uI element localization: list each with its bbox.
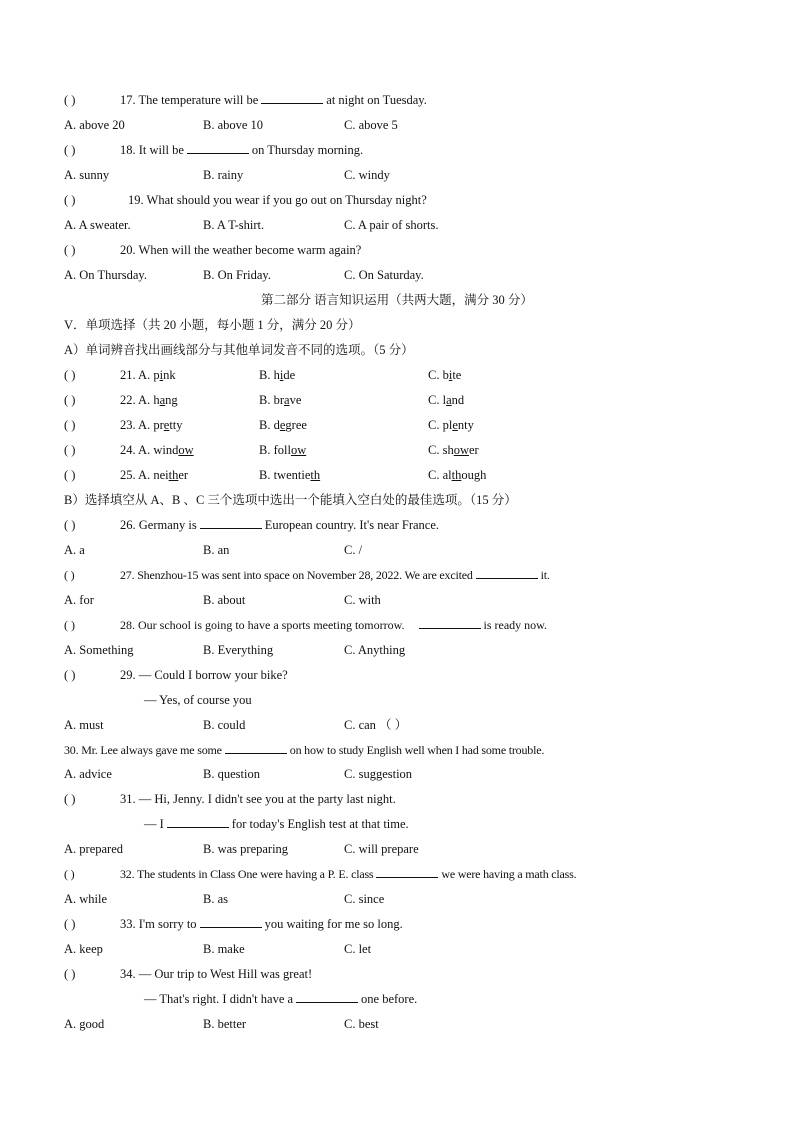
option-c: C. will prepare xyxy=(344,842,419,856)
underlined-letters: th xyxy=(310,468,321,482)
option-b: B. could xyxy=(203,718,246,732)
answer-paren: ( ) xyxy=(64,93,76,107)
question-27 xyxy=(64,566,550,584)
question-22 xyxy=(64,391,764,409)
question-28 xyxy=(64,616,547,634)
underlined-letters: e xyxy=(279,418,286,432)
option-b: B. an xyxy=(203,543,230,557)
question-stem: 33. I'm sorry to xyxy=(120,917,197,931)
answer-blank xyxy=(187,141,249,154)
option-c: C. A pair of shorts. xyxy=(344,218,439,232)
option-c: C. can （ ） xyxy=(344,718,408,732)
answer-blank xyxy=(296,990,358,1003)
options-32 xyxy=(64,890,764,908)
option-b: B. was preparing xyxy=(203,842,289,856)
question-number: 23. A. xyxy=(120,418,151,432)
section-title: V．单项选择（共 20 小题，每小题 1 分，满分 20 分） xyxy=(64,318,361,332)
option-b: B. A T-shirt. xyxy=(203,218,265,232)
question-stem: 26. Germany is xyxy=(120,518,197,532)
underlined-letters: e xyxy=(452,418,458,432)
question-number: 25. A. xyxy=(120,468,151,482)
question-19 xyxy=(64,191,427,209)
answer-blank xyxy=(376,865,438,878)
question-stem: 29. — Could I borrow your bike? xyxy=(120,668,288,682)
answer-paren: ( ) xyxy=(64,618,75,632)
answer-paren: ( ) xyxy=(64,867,75,881)
option-a: A. keep xyxy=(64,942,103,956)
options-34 xyxy=(64,1015,764,1033)
option-a: A. prepared xyxy=(64,842,123,856)
option-c-word: C. bite xyxy=(428,368,462,382)
answer-blank xyxy=(261,91,323,104)
question-stem: 31. — Hi, Jenny. I didn't see you at the party last night. xyxy=(120,792,396,806)
question-stem-end: on how to study English well when I had some trouble. xyxy=(289,743,545,757)
option-b: B. question xyxy=(203,767,260,781)
question-31-reply: — I for today's English test at that time. xyxy=(144,817,409,831)
question-stem-end: European country. It's near France. xyxy=(264,518,440,532)
question-stem-end: at night on Tuesday. xyxy=(326,93,427,107)
answer-paren: ( ) xyxy=(64,443,76,457)
option-a: A. must xyxy=(64,718,104,732)
options-31 xyxy=(64,840,764,858)
option-c: C. above 5 xyxy=(344,118,398,132)
answer-paren: ( ) xyxy=(64,418,76,432)
question-34 xyxy=(64,965,312,983)
answer-paren: ( ) xyxy=(64,468,76,482)
question-29-reply: — Yes, of course you xyxy=(144,693,252,707)
answer-paren: ( ) xyxy=(64,792,76,806)
question-stem: 27. Shenzhou-15 was sent into space on November 28, 2022. We are excited xyxy=(120,568,473,582)
option-b: B. make xyxy=(203,942,245,956)
answer-paren: ( ) xyxy=(64,368,76,382)
option-a-word: window xyxy=(153,443,194,457)
option-a: A. A sweater. xyxy=(64,218,131,232)
question-stem-end: you waiting for me so long. xyxy=(264,917,403,931)
question-23 xyxy=(64,416,764,434)
option-b-word: B. follow xyxy=(259,443,307,457)
question-stem: 32. The students in Class One were having a P. E. class xyxy=(120,867,374,881)
question-20 xyxy=(64,241,361,259)
option-b: B. above 10 xyxy=(203,118,264,132)
question-stem: 30. Mr. Lee always gave me some xyxy=(64,743,222,757)
answer-paren: ( ) xyxy=(64,668,76,682)
question-31 xyxy=(64,790,396,808)
option-c: C. with xyxy=(344,593,381,607)
options-26 xyxy=(64,541,764,559)
part-title: 第二部分 语言知识运用（共两大题，满分 30 分） xyxy=(261,293,533,307)
question-stem: 28. Our school is going to have a sports meeting tomorrow. xyxy=(120,618,405,632)
answer-paren: ( ) xyxy=(64,243,76,257)
question-34-reply: — That's right. I didn't have a one before. xyxy=(144,992,418,1006)
option-c-word: C. land xyxy=(428,393,465,407)
options-19 xyxy=(64,216,764,234)
option-a: A. a xyxy=(64,543,85,557)
option-a-word: neither xyxy=(153,468,189,482)
option-c-word: C. although xyxy=(428,468,487,482)
question-stem: 17. The temperature will be xyxy=(120,93,259,107)
answer-blank xyxy=(167,815,229,828)
option-b: B. about xyxy=(203,593,246,607)
option-a: A. On Thursday. xyxy=(64,268,147,282)
options-30 xyxy=(64,765,764,783)
question-26 xyxy=(64,516,439,534)
options-20 xyxy=(64,266,764,284)
question-stem-end: we were having a math class. xyxy=(441,867,577,881)
underlined-letters: e xyxy=(163,418,170,432)
underlined-letters: i xyxy=(448,368,453,382)
answer-paren: ( ) xyxy=(64,568,75,582)
question-30 xyxy=(64,741,544,759)
option-a: A. advice xyxy=(64,767,112,781)
question-29 xyxy=(64,666,288,684)
option-a: A. for xyxy=(64,593,94,607)
answer-blank xyxy=(419,616,481,629)
answer-paren: ( ) xyxy=(64,393,76,407)
subsection-title: B）选择填空从 A、B 、C 三个选项中选出一个能填入空白处的最佳选项。（15 分） xyxy=(64,493,517,507)
question-number: 21. A. xyxy=(120,368,151,382)
underlined-letters: th xyxy=(451,468,462,482)
option-c: C. / xyxy=(344,543,363,557)
underlined-letters: i xyxy=(279,368,284,382)
question-25 xyxy=(64,466,764,484)
underlined-letters: i xyxy=(159,368,164,382)
option-a-word: hang xyxy=(153,393,178,407)
question-stem-end: it. xyxy=(540,568,550,582)
option-a-word: pretty xyxy=(153,418,183,432)
option-b: B. better xyxy=(203,1017,247,1031)
option-c-word: C. plenty xyxy=(428,418,474,432)
options-33 xyxy=(64,940,764,958)
option-b: B. as xyxy=(203,892,228,906)
option-b-word: B. hide xyxy=(259,368,296,382)
option-a: A. Something xyxy=(64,643,134,657)
answer-paren: ( ) xyxy=(64,917,76,931)
option-b-word: B. degree xyxy=(259,418,307,432)
answer-paren: ( ) xyxy=(64,143,76,157)
question-number: 24. A. xyxy=(120,443,151,457)
option-c: C. On Saturday. xyxy=(344,268,424,282)
option-b: B. Everything xyxy=(203,643,274,657)
underlined-letters: a xyxy=(446,393,452,407)
question-stem: 20. When will the weather become warm again? xyxy=(120,243,362,257)
underlined-letters: ow xyxy=(453,443,469,457)
options-28 xyxy=(64,641,764,659)
question-21 xyxy=(64,366,764,384)
option-c: C. Anything xyxy=(344,643,406,657)
option-a-word: pink xyxy=(153,368,176,382)
underlined-letters: th xyxy=(168,468,179,482)
question-18 xyxy=(64,141,363,159)
option-c: C. let xyxy=(344,942,372,956)
option-a: A. good xyxy=(64,1017,105,1031)
option-b: B. On Friday. xyxy=(203,268,271,282)
question-33 xyxy=(64,915,403,933)
options-17 xyxy=(64,116,764,134)
option-a: A. while xyxy=(64,892,108,906)
option-b-word: B. twentieth xyxy=(259,468,321,482)
options-18 xyxy=(64,166,764,184)
answer-paren: ( ) xyxy=(64,193,76,207)
answer-paren: ( ) xyxy=(64,967,76,981)
question-number: 22. A. xyxy=(120,393,151,407)
question-stem: 18. It will be xyxy=(120,143,184,157)
underlined-letters: a xyxy=(159,393,166,407)
option-c-word: C. shower xyxy=(428,443,479,457)
options-27 xyxy=(64,591,764,609)
option-b-word: B. brave xyxy=(259,393,302,407)
question-stem-end: on Thursday morning. xyxy=(251,143,364,157)
option-c: C. windy xyxy=(344,168,390,182)
question-stem-end: is ready now. xyxy=(483,618,548,632)
question-24 xyxy=(64,441,764,459)
option-b: B. rainy xyxy=(203,168,244,182)
option-c: C. best xyxy=(344,1017,379,1031)
question-stem: 34. — Our trip to West Hill was great! xyxy=(120,967,313,981)
option-a: A. above 20 xyxy=(64,118,125,132)
underlined-letters: a xyxy=(284,393,290,407)
answer-blank xyxy=(200,516,262,529)
answer-blank xyxy=(225,741,287,754)
option-c: C. suggestion xyxy=(344,767,413,781)
answer-blank xyxy=(200,915,262,928)
underlined-letters: ow xyxy=(178,443,194,457)
question-32 xyxy=(64,865,576,883)
answer-paren: ( ) xyxy=(64,518,76,532)
options-29 xyxy=(64,716,764,734)
underlined-letters: ow xyxy=(290,443,307,457)
question-17 xyxy=(64,91,427,109)
answer-blank xyxy=(476,566,538,579)
subsection-title: A）单词辨音找出画线部分与其他单词发音不同的选项。（5 分） xyxy=(64,343,414,357)
option-a: A. sunny xyxy=(64,168,110,182)
option-c: C. since xyxy=(344,892,385,906)
question-stem: 19. What should you wear if you go out on Thursday night? xyxy=(128,193,427,207)
